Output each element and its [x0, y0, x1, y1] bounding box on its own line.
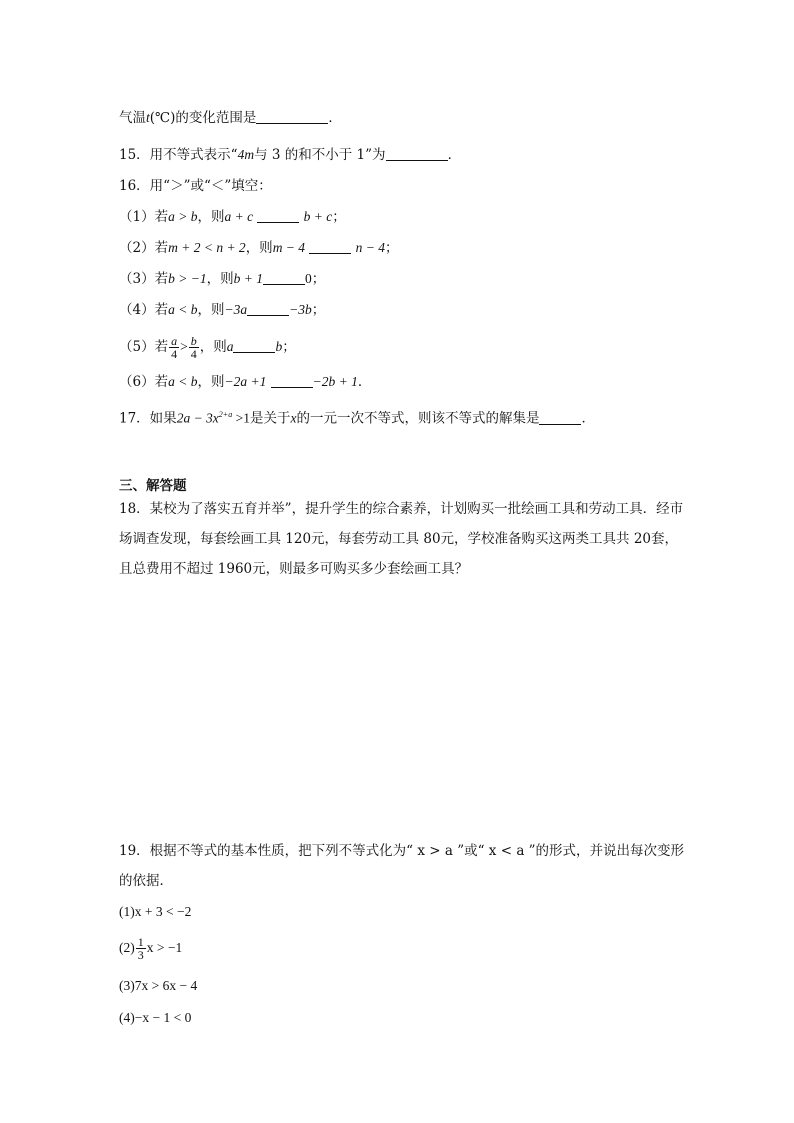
q19-item-1: (1)x + 3 < −2: [119, 904, 192, 919]
q16-item-cond: a > b: [168, 209, 198, 224]
q14-answer-blank[interactable]: [256, 109, 328, 124]
q16-item-then: ，则: [197, 302, 225, 318]
q14-prefix: 气温: [119, 110, 146, 126]
q16-item-blank[interactable]: [271, 373, 313, 388]
q16-item-cond: m + 2 < n + 2: [168, 240, 246, 255]
q19-item-2: [119, 935, 182, 961]
q17-answer-blank[interactable]: [539, 410, 581, 425]
q16-item-4: [119, 300, 325, 320]
q16-item-rhs: b: [275, 339, 283, 354]
q16-item-2: [119, 238, 399, 258]
q16-item-label: （4）若: [119, 302, 169, 318]
q16-item-end: ；: [332, 209, 346, 225]
q19-text: 19．根据不等式的基本性质，把下列不等式化为“ x > a ”或“ x < a ”的形式，并说出每次变形的依据．: [119, 843, 685, 889]
q15-line: [119, 145, 461, 165]
q16-item-then: ，则: [245, 240, 273, 256]
frac-denominator: 3: [137, 948, 144, 963]
q15-mid: 与 3 的和不小于 1”为: [254, 147, 386, 163]
q16-item-cond: a < b: [168, 374, 198, 389]
q17-line: [119, 405, 595, 429]
q14-end: ．: [328, 110, 342, 126]
q16-item-label: （6）若: [119, 374, 169, 390]
q16-item-cond: b > −1: [168, 271, 207, 286]
q17-suffix: 是关于: [249, 410, 291, 427]
q16-item-3: [119, 269, 325, 289]
q16-item-lhs: −3a: [224, 302, 248, 317]
q19-item2-rest: x > −1: [146, 940, 183, 955]
q16-item-blank[interactable]: [257, 208, 299, 223]
q19-item2-frac: [136, 936, 146, 961]
q14-suffix: 的变化范围是: [175, 110, 257, 126]
q16-item-lhs: b + 1: [233, 271, 263, 286]
frac-numerator: a: [171, 334, 178, 348]
frac-numerator: 1: [137, 935, 144, 950]
q16-item-end: ；: [311, 302, 326, 318]
q16-item-then: ，则: [197, 209, 225, 225]
q16-item-then: ，则: [206, 271, 234, 287]
q14-var: t: [146, 110, 150, 125]
section-title: 三、解答题: [119, 478, 187, 494]
q15-answer-blank[interactable]: [386, 146, 448, 161]
q14-tail-line: [119, 108, 342, 128]
q16-item-blank[interactable]: [263, 270, 305, 285]
q16-item5-frac-b: [189, 335, 199, 360]
q17-end: ．: [581, 410, 595, 427]
q17-expr: 2a − 3x: [176, 410, 219, 426]
q15-prefix: 15．用不等式表示“: [119, 147, 238, 163]
q17-tail: 的一元一次不等式，则该不等式的解集是: [296, 410, 540, 427]
q16-item-lhs: a: [226, 339, 234, 354]
q19-item-3: (3)7x > 6x − 4: [119, 978, 198, 993]
q16-item-lhs: a + c: [224, 209, 254, 224]
frac-denominator: 4: [171, 347, 178, 361]
q16-item-end: ．: [357, 374, 372, 390]
q16-item-label: （2）若: [119, 240, 169, 256]
q16-item-blank[interactable]: [309, 239, 351, 254]
q17-exponent: 2+a: [218, 410, 233, 419]
q16-item-end: ；: [311, 271, 326, 287]
q16-item-label: （5）若: [119, 339, 169, 355]
q16-item-rhs: 0: [304, 271, 312, 286]
q17-expr-rel: >1: [232, 410, 250, 426]
q16-stem: 16．用“＞”或“＜”填空：: [119, 178, 272, 194]
q15-end: ．: [447, 147, 462, 163]
q16-item-blank[interactable]: [247, 301, 289, 316]
q16-item-label: （3）若: [119, 271, 169, 287]
q16-item-lhs: m − 4: [272, 240, 306, 255]
q16-item-rhs: −3b: [289, 302, 312, 317]
q14-unit: (℃): [149, 110, 176, 126]
q15-expr: 4m: [237, 147, 255, 162]
frac-denominator: 4: [190, 347, 197, 361]
q18-text: 18．某校为了落实五育并举”，提升学生的综合素养，计划购买一批绘画工具和劳动工具．经市场调查发现，每套绘画工具 120元，每套劳动工具 80元，学校准备购买这两类工具共 20套，且总费用不超过 1960元，则最多可购买多少套绘画工具？: [119, 501, 684, 577]
q16-item-5: [119, 334, 296, 360]
q16-item-1: [119, 207, 346, 227]
q16-item-rhs: b + c: [303, 209, 333, 224]
q16-item-6: [119, 372, 371, 392]
q16-item-lhs: −2a +1: [224, 374, 267, 389]
q17-prefix: 17．如果: [119, 410, 177, 427]
q16-item-then: ，则: [197, 374, 225, 390]
q16-item-cond: a < b: [168, 302, 198, 317]
q16-item-label: （1）若: [119, 209, 169, 225]
q16-item-then: ，则: [199, 339, 227, 355]
q16-item-rhs: n − 4: [355, 240, 386, 255]
q16-item-blank[interactable]: [233, 338, 275, 353]
q16-item-end: ；: [282, 339, 296, 355]
q16-item5-op: >: [180, 339, 188, 354]
frac-numerator: b: [190, 334, 197, 348]
q16-item-rhs: −2b + 1: [312, 374, 358, 389]
q16-item-end: ；: [385, 240, 399, 256]
q17-var: x: [290, 410, 297, 426]
q19-item-4: (4)−x − 1 < 0: [119, 1010, 192, 1025]
q19-item2-label: (2): [119, 940, 135, 955]
q16-item5-frac-a: [169, 335, 179, 360]
